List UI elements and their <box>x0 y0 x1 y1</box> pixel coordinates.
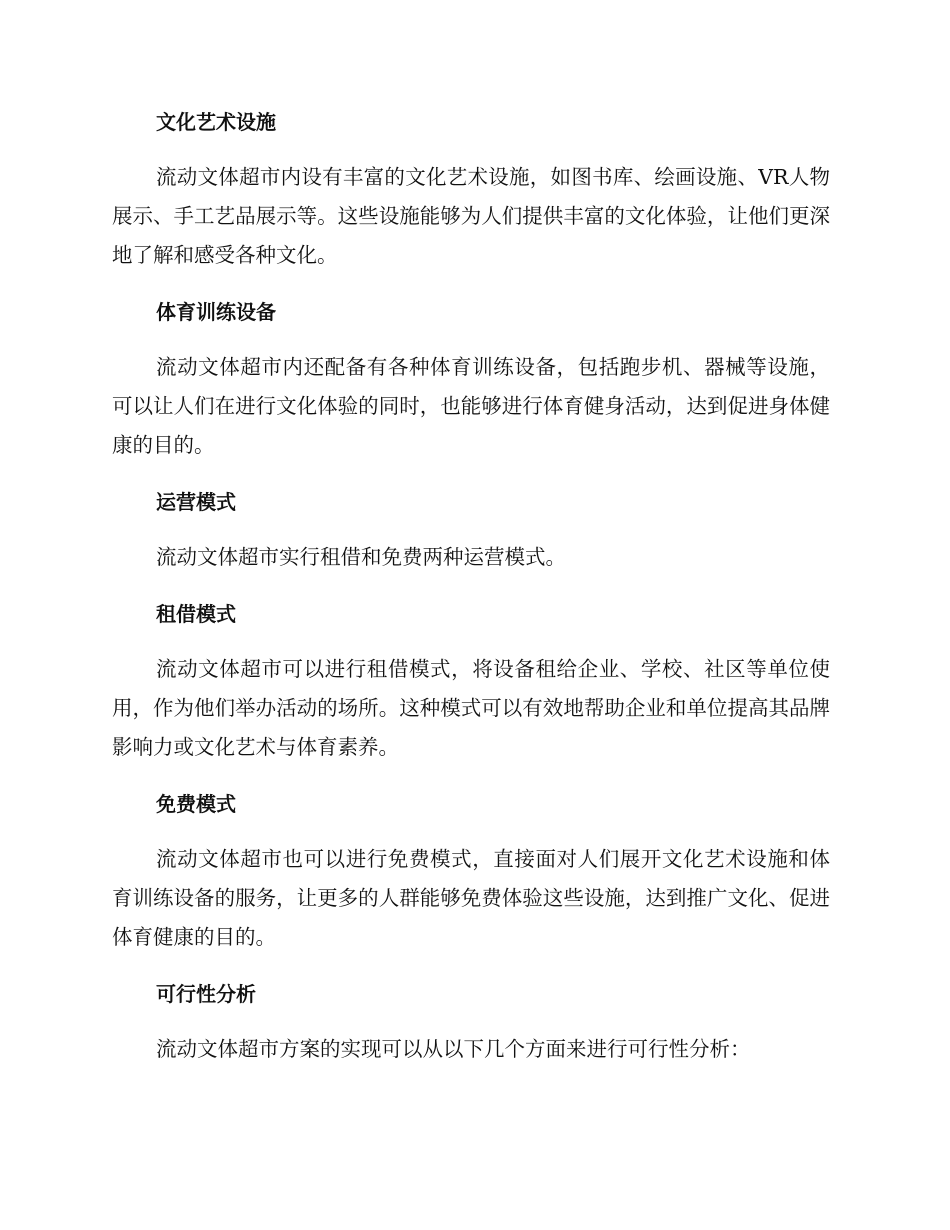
section-heading-sports-equipment: 体育训练设备 <box>156 300 276 324</box>
section-body-operation-mode: 流动文体超市实行租借和免费两种运营模式。 <box>156 545 566 569</box>
section-heading-free-mode: 免费模式 <box>156 792 236 816</box>
document-page <box>112 104 830 1088</box>
section-heading-operation-mode: 运营模式 <box>156 490 236 514</box>
section-heading-cultural-facilities: 文化艺术设施 <box>156 110 276 134</box>
section-body-free-mode: 流动文体超市也可以进行免费模式，直接面对人们展开文化艺术设施和体育训练设备的服务，让更多的人群能够免费体验这些设施，达到推广文化、促进体育健康的目的。 <box>112 847 830 949</box>
section-body-feasibility: 流动文体超市方案的实现可以从以下几个方面来进行可行性分析： <box>156 1037 751 1061</box>
section-body-sports-equipment: 流动文体超市内还配备有各种体育训练设备，包括跑步机、器械等设施，可以让人们在进行文化体验的同时，也能够进行体育健身活动，达到促进身体健康的目的。 <box>112 355 830 457</box>
section-body-rental-mode: 流动文体超市可以进行租借模式，将设备租给企业、学校、社区等单位使用，作为他们举办活动的场所。这种模式可以有效地帮助企业和单位提高其品牌影响力或文化艺术与体育素养。 <box>112 657 830 759</box>
section-heading-rental-mode: 租借模式 <box>156 602 236 626</box>
section-heading-feasibility: 可行性分析 <box>156 982 256 1006</box>
section-body-cultural-facilities: 流动文体超市内设有丰富的文化艺术设施，如图书库、绘画设施、VR人物展示、手工艺品展示等。这些设施能够为人们提供丰富的文化体验，让他们更深地了解和感受各种文化。 <box>112 165 830 267</box>
